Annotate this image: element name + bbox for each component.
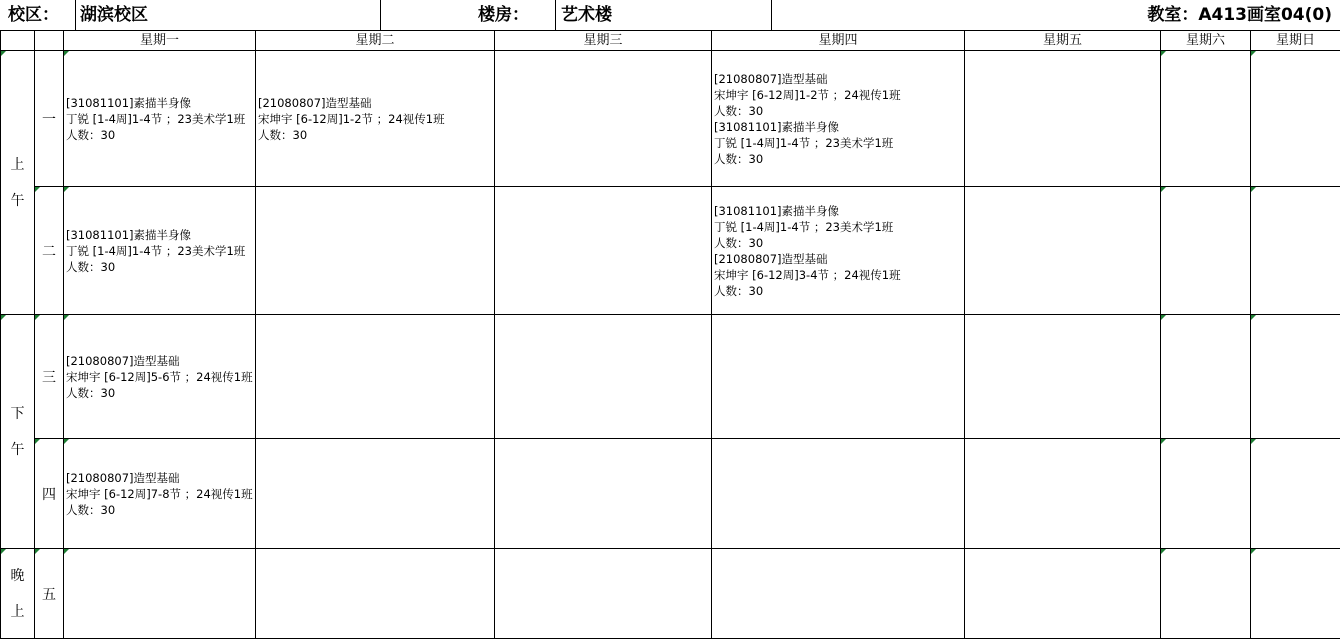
schedule-cell[interactable] (712, 439, 965, 549)
schedule-cell[interactable] (965, 51, 1161, 187)
half-label-morning: 上 午 (1, 51, 35, 315)
schedule-cell[interactable] (495, 315, 712, 439)
schedule-cell[interactable] (965, 439, 1161, 549)
schedule-cell[interactable] (256, 51, 495, 187)
day-header-row (1, 31, 1340, 51)
schedule-cell[interactable] (64, 315, 256, 439)
schedule-cell[interactable] (1161, 549, 1251, 639)
period-label: 一 (35, 51, 64, 187)
schedule-cell[interactable] (495, 51, 712, 187)
building-value: 艺术楼 (561, 5, 612, 25)
timetable (0, 30, 1340, 639)
schedule-cell[interactable] (1251, 187, 1340, 315)
schedule-cell[interactable] (1161, 439, 1251, 549)
half-label-evening: 晚 上 (1, 549, 35, 639)
schedule-cell[interactable] (64, 549, 256, 639)
day-header: 星期一 (64, 31, 256, 51)
building-label: 楼房： (478, 5, 529, 25)
day-header: 星期日 (1251, 31, 1340, 51)
course-entry: [21080807]造型基础 宋坤宇 [6-12周]1-2节 ；24视传1班 人数：30 [31081101]素描半身像 丁锐 [1-4周]1-4节 ；23美术学1班 人数：30 (714, 71, 901, 166)
course-entry: [31081101]素描半身像 丁锐 [1-4周]1-4节 ；23美术学1班 人数：30 [21080807]造型基础 宋坤宇 [6-12周]3-4节 ；24视传1班 人数：30 (714, 203, 901, 298)
schedule-cell[interactable] (965, 549, 1161, 639)
day-header: 星期六 (1161, 31, 1251, 51)
corner-cell (1, 31, 35, 51)
schedule-cell[interactable] (495, 549, 712, 639)
schedule-cell[interactable] (256, 439, 495, 549)
schedule-cell[interactable] (1251, 315, 1340, 439)
period-label: 二 (35, 187, 64, 315)
divider (75, 0, 76, 30)
period-row (1, 51, 1340, 187)
schedule-cell[interactable] (712, 51, 965, 187)
day-header: 星期五 (965, 31, 1161, 51)
campus-value: 湖滨校区 (80, 5, 148, 25)
schedule-cell[interactable] (495, 187, 712, 315)
schedule-cell[interactable] (256, 187, 495, 315)
course-entry: [31081101]素描半身像 丁锐 [1-4周]1-4节 ；23美术学1班 人数：30 (66, 227, 246, 274)
schedule-cell[interactable] (1161, 315, 1251, 439)
period-label: 三 (35, 315, 64, 439)
period-label: 四 (35, 439, 64, 549)
course-entry: [21080807]造型基础 宋坤宇 [6-12周]1-2节 ；24视传1班 人数：30 (258, 95, 445, 142)
corner-cell (35, 31, 64, 51)
schedule-cell[interactable] (64, 439, 256, 549)
schedule-cell[interactable] (1161, 51, 1251, 187)
half-label-afternoon: 下 午 (1, 315, 35, 549)
course-entry: [21080807]造型基础 宋坤宇 [6-12周]7-8节 ；24视传1班 人数：30 (66, 470, 253, 517)
period-row (1, 187, 1340, 315)
day-header: 星期四 (712, 31, 965, 51)
schedule-cell[interactable] (965, 187, 1161, 315)
period-row (1, 549, 1340, 639)
room-info: 教室：A413画室04(0) (1147, 5, 1332, 25)
schedule-cell[interactable] (64, 187, 256, 315)
schedule-cell[interactable] (256, 315, 495, 439)
schedule-cell[interactable] (1161, 187, 1251, 315)
schedule-cell[interactable] (712, 315, 965, 439)
period-row (1, 439, 1340, 549)
schedule-cell[interactable] (495, 439, 712, 549)
course-entry: [21080807]造型基础 宋坤宇 [6-12周]5-6节 ；24视传1班 人数：30 (66, 353, 253, 400)
header-bar (0, 0, 1340, 31)
day-header: 星期三 (495, 31, 712, 51)
schedule-cell[interactable] (1251, 549, 1340, 639)
schedule-cell[interactable] (1251, 439, 1340, 549)
schedule-cell[interactable] (965, 315, 1161, 439)
course-entry: [31081101]素描半身像 丁锐 [1-4周]1-4节 ；23美术学1班 人数：30 (66, 95, 246, 142)
period-row (1, 315, 1340, 439)
schedule-cell[interactable] (64, 51, 256, 187)
divider (555, 0, 556, 30)
schedule-cell[interactable] (712, 549, 965, 639)
campus-label: 校区： (8, 5, 59, 25)
divider (380, 0, 381, 30)
period-label: 五 (35, 549, 64, 639)
schedule-cell[interactable] (256, 549, 495, 639)
schedule-cell[interactable] (1251, 51, 1340, 187)
divider (771, 0, 772, 30)
schedule-cell[interactable] (712, 187, 965, 315)
day-header: 星期二 (256, 31, 495, 51)
